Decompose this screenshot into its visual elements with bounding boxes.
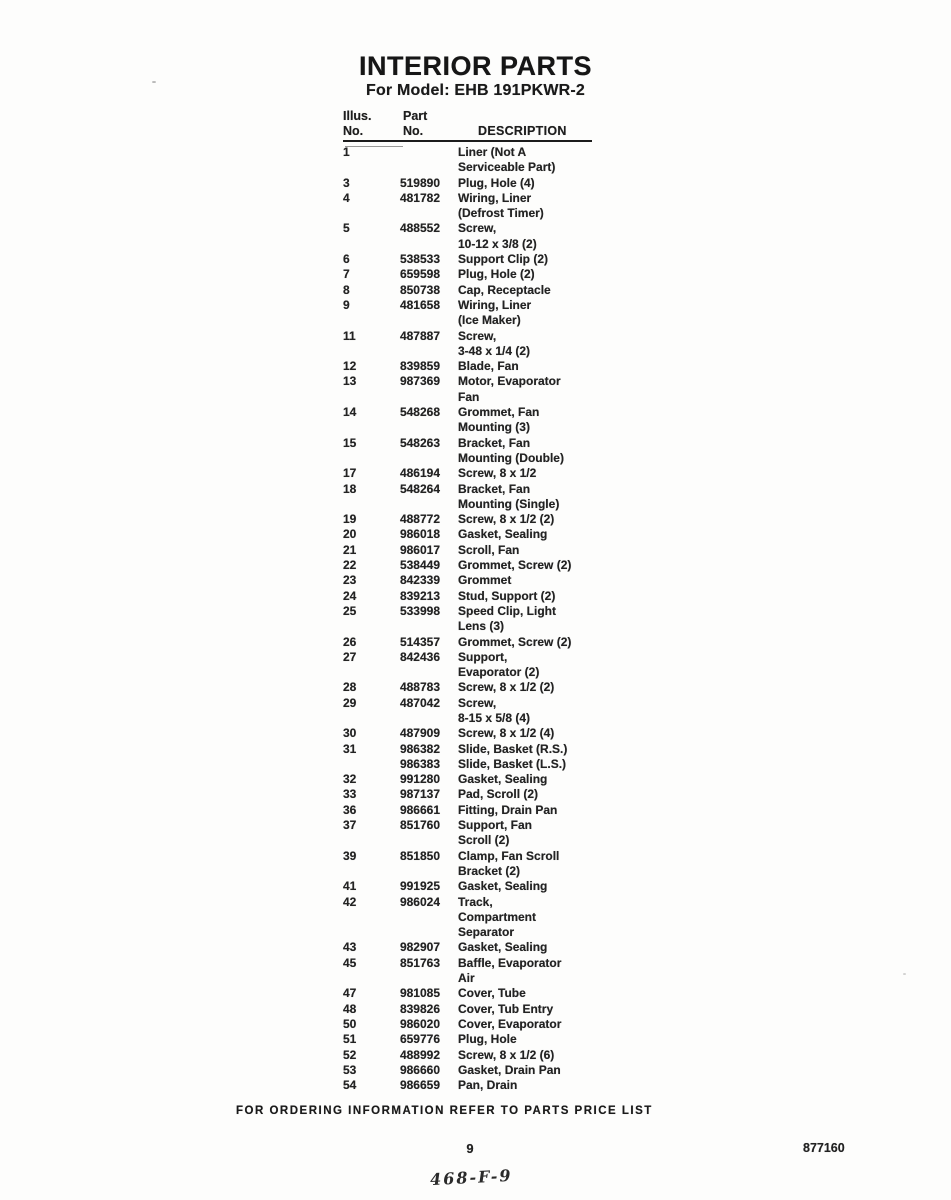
description-cell [440,635,593,650]
illus-no-cell: 17 [343,466,357,481]
part-no-cell: 538533 [399,252,440,267]
description-line: Cover, Tub Entry [458,1001,554,1016]
description-line: Slide, Basket (R.S.) [458,741,568,756]
description-line: Air [458,971,475,986]
illus-no-cell: 41 [343,879,357,894]
illus-no-cell: 7 [343,267,350,282]
description-cell [440,879,593,894]
description-cell [440,818,593,849]
illus-header-line1: Illus. [343,109,372,123]
table-row [343,191,593,222]
description-line: (Ice Maker) [458,313,521,328]
table-row [343,895,593,941]
description-line: Baffle, Evaporator [458,955,562,970]
page-title: INTERIOR PARTS [358,51,592,81]
illus-no-cell: 13 [343,374,357,389]
description-cell [440,405,593,436]
illus-no-cell: 36 [343,802,357,817]
table-row [343,267,593,282]
description-line: Liner (Not A [458,145,527,159]
part-no-cell: 987369 [399,374,440,389]
description-line: Gasket, Sealing [458,772,548,787]
description-line: Gasket, Sealing [458,879,548,894]
table-row [343,176,593,191]
description-header: DESCRIPTION [478,124,567,138]
description-line: Bracket, Fan [458,435,531,450]
part-no-cell: 850738 [399,282,440,297]
page-number: 9 [466,1141,474,1156]
part-no-cell: 986659 [399,1078,440,1093]
part-header-line2: No. [403,124,424,139]
illus-no-cell: 31 [343,741,357,756]
part-no-cell: 839826 [399,1001,440,1016]
description-cell [440,849,593,880]
description-line: Plug, Hole (4) [458,175,535,190]
part-no-cell: 519890 [399,175,440,190]
description-cell [440,757,593,772]
illus-no-cell: 4 [343,190,350,205]
illus-no-cell: 23 [343,573,357,588]
table-row [343,726,593,741]
part-no-cell: 851763 [399,955,440,970]
table-row [343,374,593,405]
scan-speck [903,973,906,975]
description-line: Compartment [458,909,537,924]
illus-no-cell: 6 [343,252,350,267]
description-line: Screw, [458,695,497,710]
table-row [343,329,593,360]
illus-no-cell: 8 [343,282,350,297]
part-no-cell: 851760 [399,818,440,833]
illus-no-cell: 21 [343,542,357,557]
illus-no-cell: 29 [343,695,357,710]
description-cell [440,191,593,222]
part-no-cell: 839213 [399,588,440,603]
description-line: Mounting (Double) [458,450,564,465]
description-cell [440,329,593,360]
table-row [343,298,593,329]
description-cell [440,221,593,252]
illus-no-cell: 14 [343,405,357,420]
description-cell [440,589,593,604]
parts-table-header [343,109,593,141]
illus-no-cell [343,757,395,772]
description-cell [440,543,593,558]
part-no-cell: 481782 [399,190,440,205]
table-row [343,604,593,635]
table-row [343,543,593,558]
description-line: 8-15 x 5/8 (4) [458,710,531,725]
description-line: Evaporator (2) [458,665,540,680]
description-cell [440,558,593,573]
description-line: Gasket, Sealing [458,527,548,542]
illus-no-cell: 1 [343,145,350,159]
illus-no-cell: 37 [343,818,357,833]
description-cell [440,512,593,527]
description-line: Cap, Receptacle [458,282,551,297]
part-no-cell: 488552 [399,221,440,236]
description-line: Fitting, Drain Pan [458,802,558,817]
description-line: Wiring, Liner [458,190,532,205]
description-cell [440,482,593,513]
illus-no-cell: 26 [343,634,357,649]
description-cell [440,696,593,727]
description-cell [440,772,593,787]
description-cell [440,1017,593,1032]
table-row [343,573,593,588]
table-row [343,803,593,818]
description-line: Cover, Evaporator [458,1016,562,1031]
table-row [343,252,593,267]
illus-no-cell: 25 [343,603,357,618]
description-cell [440,145,593,176]
table-row [343,359,593,374]
part-no-cell: 842339 [399,573,440,588]
description-line: Mounting (Single) [458,496,560,511]
part-no-cell [395,145,440,176]
description-line: Fan [458,389,480,404]
description-line: Screw, 8 x 1/2 (2) [458,680,555,695]
description-line: Cover, Tube [458,986,526,1001]
part-no-cell: 851850 [399,848,440,863]
illus-no-cell: 50 [343,1016,357,1031]
table-row [343,986,593,1001]
part-no-cell: 986020 [399,1016,440,1031]
description-line: Separator [458,925,515,940]
description-line: Screw, [458,221,497,236]
description-line: Serviceable Part) [458,160,556,175]
part-no-cell: 839859 [399,359,440,374]
illus-no-cell: 45 [343,955,357,970]
description-line: Blade, Fan [458,359,519,374]
part-no-cell: 659776 [399,1032,440,1047]
part-no-cell: 481658 [399,297,440,312]
part-no-cell: 842436 [399,649,440,664]
table-row [343,956,593,987]
illus-no-cell: 39 [343,848,357,863]
description-cell [440,176,593,191]
illus-no-cell: 54 [343,1078,357,1093]
parts-table [343,109,593,1093]
description-cell [440,1002,593,1017]
table-row [343,818,593,849]
description-cell [440,436,593,467]
table-row [343,466,593,481]
description-line: Slide, Basket (L.S.) [458,756,567,771]
part-no-cell: 488992 [399,1047,440,1062]
part-no-cell: 986017 [399,542,440,557]
part-no-cell: 487042 [399,695,440,710]
parts-table-body [343,145,593,1093]
description-cell [440,604,593,635]
table-row [343,436,593,467]
table-row [343,742,593,757]
description-line: Gasket, Drain Pan [458,1062,561,1077]
illus-no-cell: 52 [343,1047,357,1062]
illus-no-cell: 12 [343,359,357,374]
illus-no-cell: 15 [343,435,357,450]
table-row [343,405,593,436]
description-line: Pan, Drain [458,1078,518,1093]
illus-no-cell: 22 [343,558,357,573]
description-cell [440,573,593,588]
description-cell [440,895,593,941]
table-row [343,221,593,252]
description-cell [440,986,593,1001]
illus-no-cell: 11 [343,328,356,343]
description-line: Grommet, Screw (2) [458,558,572,573]
illus-no-cell: 3 [343,175,350,190]
illus-no-cell: 48 [343,1001,357,1016]
illus-no-cell: 30 [343,726,357,741]
description-cell [440,374,593,405]
description-line: Screw, 8 x 1/2 (4) [458,726,555,741]
description-cell [440,787,593,802]
part-no-cell: 982907 [399,940,440,955]
description-line: Gasket, Sealing [458,940,548,955]
illus-no-header [343,109,371,140]
part-no-cell: 659598 [399,267,440,282]
description-line: Support Clip (2) [458,252,548,267]
table-row [343,145,593,176]
illus-no-cell: 42 [343,894,357,909]
illus-header-line2: No. [343,124,364,139]
part-no-cell: 548263 [399,435,440,450]
description-line: Scroll (2) [458,833,510,848]
table-row [343,1048,593,1063]
table-row [343,650,593,681]
description-line: Screw, 8 x 1/2 (2) [458,512,555,527]
description-line: Screw, 8 x 1/2 [458,466,537,481]
table-row [343,1078,593,1093]
description-cell [440,1063,593,1078]
handwritten-note: 468-F-9 [429,1165,513,1190]
part-no-cell: 987137 [399,787,440,802]
table-row [343,1002,593,1017]
part-no-cell: 986024 [399,894,440,909]
part-no-cell: 986660 [399,1062,440,1077]
part-no-cell: 548268 [399,405,440,420]
description-line: Grommet, Fan [458,405,540,420]
description-line: Mounting (3) [458,420,530,435]
illus-no-cell: 32 [343,772,357,787]
table-row [343,635,593,650]
table-row [343,283,593,298]
table-row [343,512,593,527]
description-line: Wiring, Liner [458,297,532,312]
illus-no-cell: 27 [343,649,357,664]
illus-no-cell: 9 [343,297,350,312]
illus-no-cell: 43 [343,940,357,955]
part-no-cell: 986661 [399,802,440,817]
description-line: Stud, Support (2) [458,588,556,603]
table-row [343,757,593,772]
description-cell [440,1032,593,1047]
description-cell [440,527,593,542]
description-cell [440,940,593,955]
illus-no-cell: 33 [343,787,357,802]
part-no-cell: 533998 [399,603,440,618]
table-row [343,589,593,604]
description-line: Speed Clip, Light [458,603,556,618]
illus-no-cell: 28 [343,680,357,695]
document-number: 877160 [803,1141,845,1155]
description-cell [440,283,593,298]
table-row [343,1032,593,1047]
part-no-cell: 514357 [399,634,440,649]
part-no-cell: 538449 [399,558,440,573]
part-no-cell: 488772 [399,512,440,527]
part-no-cell: 986383 [399,756,440,771]
description-cell [440,359,593,374]
table-row [343,787,593,802]
table-row [343,482,593,513]
description-cell [440,1078,593,1093]
header-rule [343,140,592,142]
description-cell [440,267,593,282]
description-line: Grommet [458,573,512,588]
table-row [343,849,593,880]
illus-no-cell: 5 [343,221,350,236]
description-cell [440,466,593,481]
part-no-cell: 986382 [399,741,440,756]
part-no-cell: 487909 [399,726,440,741]
description-line: Grommet, Screw (2) [458,634,572,649]
table-row [343,940,593,955]
part-no-cell: 487887 [399,328,440,343]
description-line: Screw, [458,328,497,343]
part-no-cell: 991280 [399,772,440,787]
description-line: Scroll, Fan [458,542,520,557]
description-line: Plug, Hole (2) [458,267,535,282]
description-line: Pad, Scroll (2) [458,787,539,802]
table-row [343,1063,593,1078]
description-cell [440,956,593,987]
part-no-cell: 548264 [399,481,440,496]
illus-no-cell: 19 [343,512,357,527]
illus-no-cell: 20 [343,527,357,542]
description-cell [440,298,593,329]
description-line: Motor, Evaporator [458,374,561,389]
illus-no-cell: 47 [343,986,357,1001]
description-line: Plug, Hole [458,1032,517,1047]
part-no-cell: 488783 [399,680,440,695]
part-no-cell: 986018 [399,527,440,542]
table-row [343,1017,593,1032]
table-row [343,680,593,695]
description-cell [440,803,593,818]
description-line: 10-12 x 3/8 (2) [458,236,537,251]
part-no-cell: 991925 [399,879,440,894]
description-line: Support, Fan [458,818,532,833]
table-row [343,527,593,542]
part-header-line1: Part [403,109,428,123]
description-line: Screw, 8 x 1/2 (6) [458,1047,555,1062]
description-line: (Defrost Timer) [458,206,544,221]
table-row [343,558,593,573]
illus-no-cell: 18 [343,481,357,496]
model-subtitle: For Model: EHB 191PKWR-2 [365,82,586,99]
illus-no-cell: 24 [343,588,357,603]
ordering-note: FOR ORDERING INFORMATION REFER TO PARTS PRICE LIST [236,1105,653,1117]
table-row [343,696,593,727]
description-line: Bracket (2) [458,863,521,878]
description-line: Clamp, Fan Scroll [458,848,560,863]
description-cell [440,726,593,741]
description-line: Lens (3) [458,619,505,634]
description-cell [440,1048,593,1063]
part-no-cell: 981085 [399,986,440,1001]
illus-no-cell: 51 [343,1032,357,1047]
description-cell [440,680,593,695]
description-cell [440,742,593,757]
table-row [343,879,593,894]
description-cell [440,252,593,267]
description-line: Support, [458,649,508,664]
description-line: 3-48 x 1/4 (2) [458,343,531,358]
illus-no-cell: 53 [343,1062,357,1077]
scan-speck [152,81,156,83]
part-no-cell: 486194 [399,466,440,481]
description-line: Bracket, Fan [458,481,531,496]
description-line: Track, [458,894,493,909]
description-cell [440,650,593,681]
part-no-header [403,109,427,140]
table-row [343,772,593,787]
